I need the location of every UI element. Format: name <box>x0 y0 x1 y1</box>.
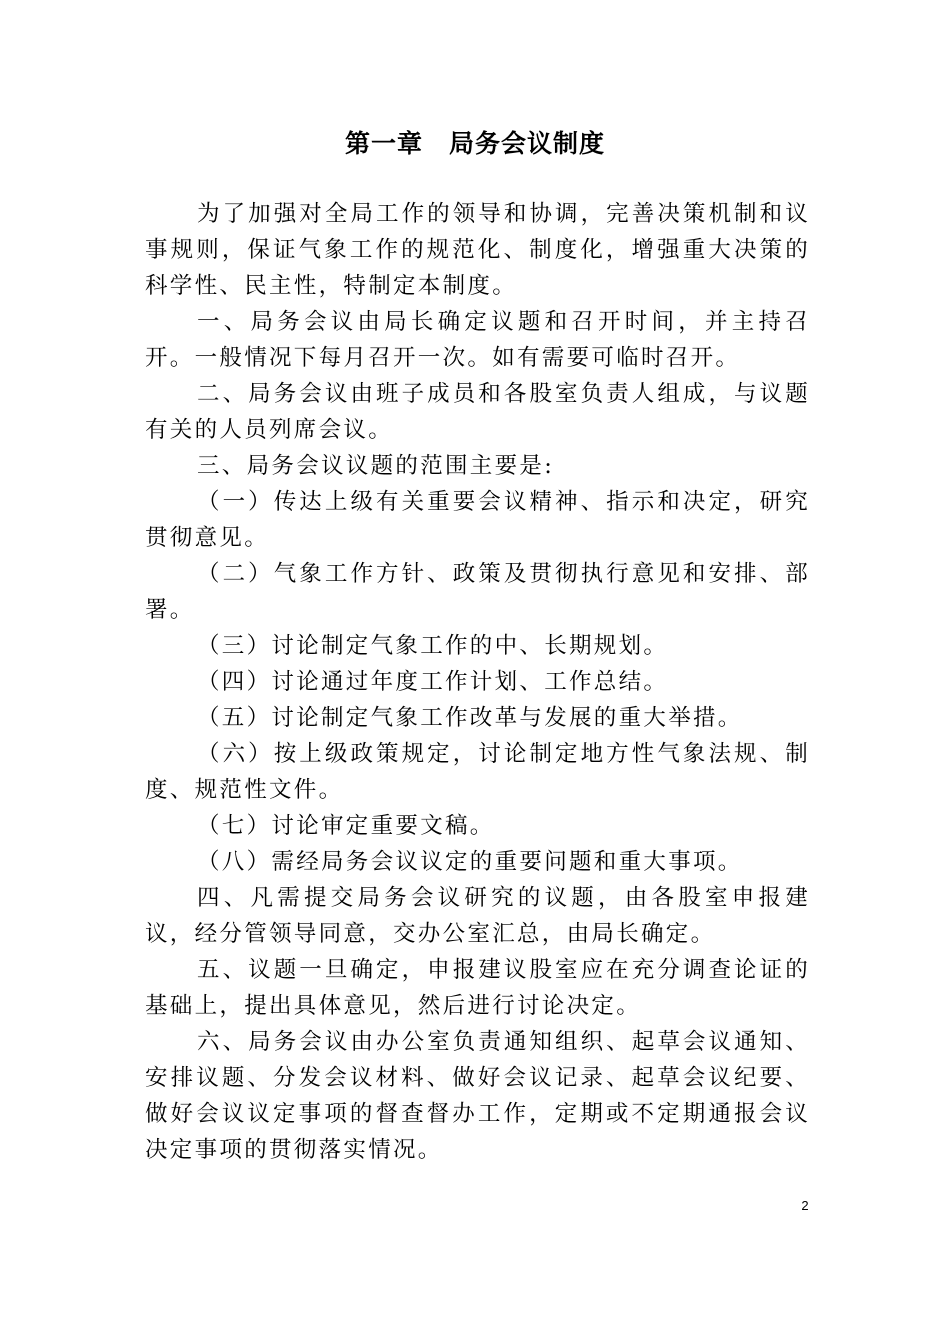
paragraph-item-6: 六、局务会议由办公室负责通知组织、起草会议通知、安排议题、分发会议材料、做好会议记录、起草会议纪要、做好会议议定事项的督查督办工作，定期或不定期通报会议决定事项的贯彻落实情况。 <box>145 1029 810 1163</box>
paragraph-subitem-2: （二）气象工作方针、政策及贯彻执行意见和安排、部署。 <box>145 561 810 623</box>
paragraph-item-3: 三、局务会议议题的范围主要是: <box>197 453 555 479</box>
paragraph-subitem-5: （五）讨论制定气象工作改革与发展的重大举措。 <box>197 705 743 731</box>
page-number: 2 <box>801 1198 809 1213</box>
paragraph-item-1: 一、局务会议由局长确定议题和召开时间，并主持召开。一般情况下每月召开一次。如有需要可临时召开。 <box>145 309 810 371</box>
paragraph-item-5: 五、议题一旦确定，申报建议股室应在充分调查论证的基础上，提出具体意见，然后进行讨论决定。 <box>145 957 810 1019</box>
paragraph-subitem-8: （八）需经局务会议议定的重要问题和重大事项。 <box>197 849 743 875</box>
chapter-title: 第一章 局务会议制度 <box>344 129 605 158</box>
paragraph-intro: 为了加强对全局工作的领导和协调，完善决策机制和议事规则，保证气象工作的规范化、制度化，增强重大决策的科学性、民主性，特制定本制度。 <box>145 201 810 299</box>
paragraph-subitem-4: （四）讨论通过年度工作计划、工作总结。 <box>197 669 669 695</box>
paragraph-subitem-1: （一）传达上级有关重要会议精神、指示和决定，研究贯彻意见。 <box>145 489 810 551</box>
paragraph-subitem-3: （三）讨论制定气象工作的中、长期规划。 <box>197 633 669 659</box>
document-body <box>145 196 810 1168</box>
paragraph-subitem-6: （六）按上级政策规定，讨论制定地方性气象法规、制度、规范性文件。 <box>145 741 810 803</box>
paragraph-subitem-7: （七）讨论审定重要文稿。 <box>197 813 495 839</box>
paragraph-item-2: 二、局务会议由班子成员和各股室负责人组成，与议题有关的人员列席会议。 <box>145 381 810 443</box>
paragraph-item-4: 四、凡需提交局务会议研究的议题，由各股室申报建议，经分管领导同意，交办公室汇总，由局长确定。 <box>145 885 810 947</box>
